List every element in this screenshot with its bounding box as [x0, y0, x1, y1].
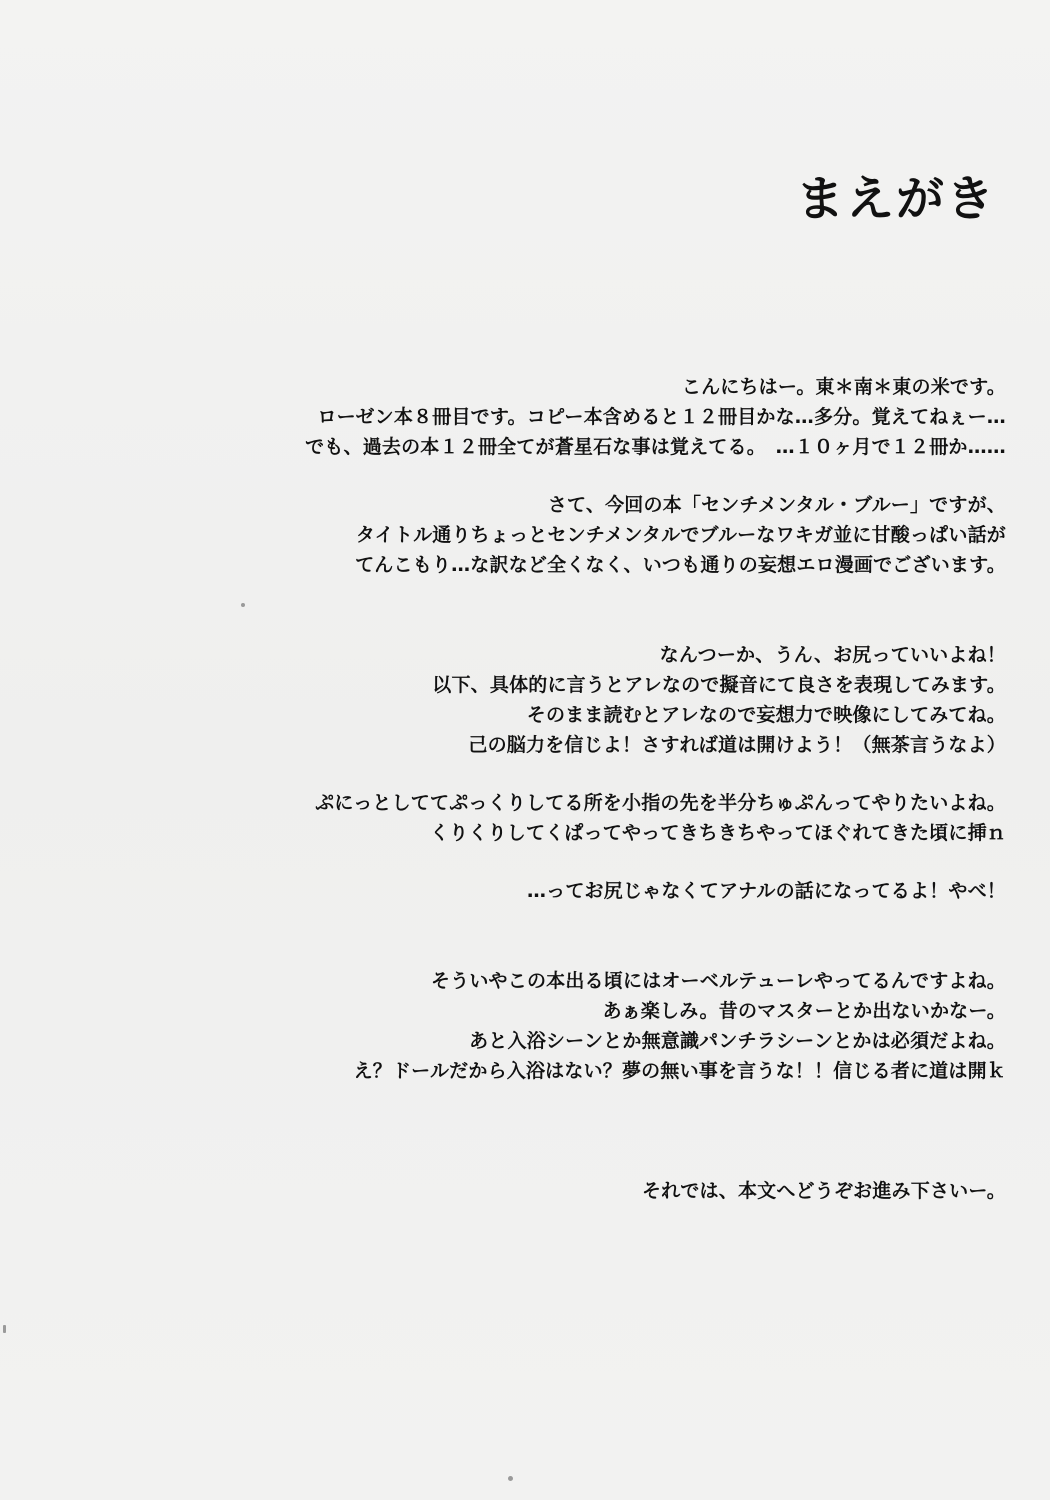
paragraph-greeting: [106, 372, 1006, 462]
text-line: あと入浴シーンとか無意識パンチラシーンとかは必須だよね。: [469, 1030, 1006, 1052]
text-line: そのまま読むとアレなので妄想力で映像にしてみてね。: [526, 704, 1006, 726]
text-line: ローゼン本８冊目です。コピー本含めると１２冊目かな…多分。覚えてねぇー…: [317, 406, 1006, 428]
paragraph-spacer: [106, 848, 1006, 876]
text-line: そういやこの本出る頃にはオーベルテューレやってるんですよね。: [430, 970, 1006, 992]
paragraph-spacer: [106, 906, 1006, 966]
paragraph-closing: [106, 1176, 1006, 1206]
text-line: あぁ楽しみ。昔のマスターとか出ないかなー。: [602, 1000, 1006, 1022]
paragraph-spacer: [106, 1086, 1006, 1176]
paragraph-spacer: [106, 580, 1006, 640]
scan-speck: [508, 1476, 513, 1481]
text-line: それでは、本文へどうぞお進み下さいー。: [641, 1180, 1006, 1202]
text-line: なんつーか、うん、お尻っていいよね！: [659, 644, 1006, 666]
paragraph-ouverture: [106, 966, 1006, 1086]
text-line: こんにちはー。東＊南＊東の米です。: [681, 376, 1006, 398]
text-line: え？ドールだから入浴はない？夢の無い事を言うな！！信じる者に道は開ｋ: [353, 1060, 1006, 1082]
text-line: ぷにっとしててぷっくりしてる所を小指の先を半分ちゅぷんってやりたいよね。: [315, 792, 1006, 814]
page-title: まえがき: [795, 171, 996, 227]
text-line: 以下、具体的に言うとアレなので擬音にて良さを表現してみます。: [432, 674, 1006, 696]
text-line: でも、過去の本１２冊全てが蒼星石な事は覚えてる。 …１０ヶ月で１２冊か……: [305, 436, 1006, 458]
paragraph-spacer: [106, 462, 1006, 490]
text-line: 己の脳力を信じよ！さすれば道は開けよう！（無茶言うなよ）: [468, 734, 1006, 756]
text-line: タイトル通りちょっとセンチメンタルでブルーなワキガ並に甘酸っぱい話が: [355, 524, 1006, 546]
text-line: くりくりしてくぱってやってきちきちやってほぐれてきた頃に挿ｎ: [429, 822, 1006, 844]
scan-speck: [3, 1325, 6, 1333]
scan-speck: [241, 603, 245, 607]
paragraph-opinion: [106, 640, 1006, 760]
text-line: てんこもり…な訳など全くなく、いつも通りの妄想エロ漫画でございます。: [355, 554, 1006, 576]
paragraph-book-intro: [106, 490, 1006, 580]
paragraph-spacer: [106, 760, 1006, 788]
paragraph-punchline: [106, 876, 1006, 906]
paragraph-onomatopoeia: [106, 788, 1006, 848]
text-line: …ってお尻じゃなくてアナルの話になってるよ！やべ！: [526, 880, 1006, 902]
text-line: さて、今回の本「センチメンタル・ブルー」ですが、: [547, 494, 1006, 516]
preface-body: [106, 372, 1006, 1206]
